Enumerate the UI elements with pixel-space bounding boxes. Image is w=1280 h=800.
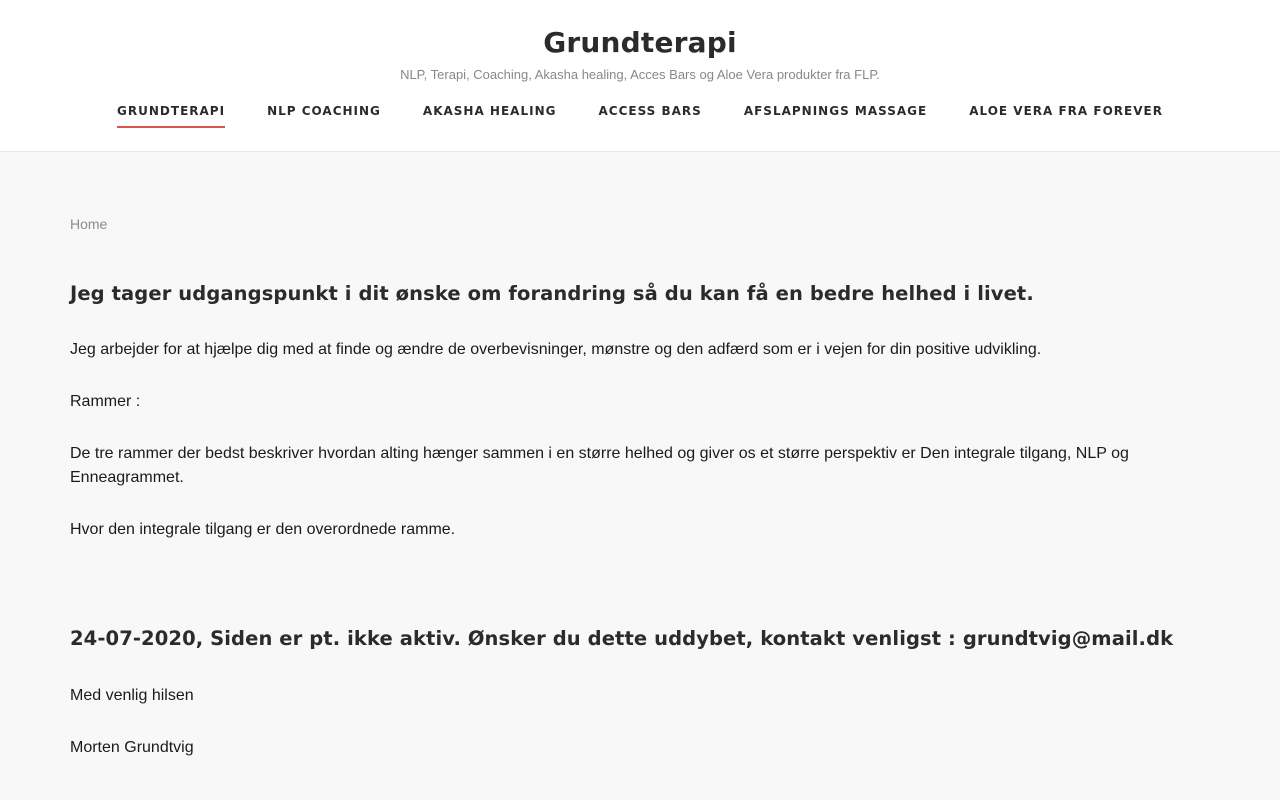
nav-item-nlp-coaching[interactable]: NLP COACHING <box>267 104 381 118</box>
site-tagline: NLP, Terapi, Coaching, Akasha healing, Acces Bars og Aloe Vera produkter fra FLP. <box>400 67 880 82</box>
nav-item-access-bars[interactable]: ACCESS BARS <box>598 104 702 118</box>
nav-item-aloe-vera-fra-forever[interactable]: ALOE VERA FRA FOREVER <box>969 104 1163 118</box>
intro-paragraph: Jeg arbejder for at hjælpe dig med at finde og ændre de overbevisninger, mønstre og den adfærd som er i vejen for din positive udvikling. <box>70 341 1042 358</box>
rammer-label: Rammer : <box>70 393 141 410</box>
site-header <box>0 0 1280 152</box>
nav-item-akasha-healing[interactable]: AKASHA HEALING <box>422 104 557 118</box>
main-navigation <box>0 102 1280 128</box>
status-notice-heading: 24-07-2020, Siden er pt. ikke aktiv. Ønsker du dette uddybet, kontakt venligst : grundtvig@mail.dk <box>70 627 1174 650</box>
rammer-description: De tre rammer der bedst beskriver hvordan alting hænger sammen i en større helhed og giver os et større perspektiv er Den integrale tilgang, NLP og Enneagrammet. <box>70 445 1129 486</box>
signature-name: Morten Grundtvig <box>70 739 194 756</box>
nav-item-grundterapi[interactable]: GRUNDTERAPI <box>117 102 225 128</box>
closing-greeting: Med venlig hilsen <box>70 687 194 704</box>
site-title-link[interactable]: Grundterapi <box>543 26 737 59</box>
nav-item-afslapnings-massage[interactable]: AFSLAPNINGS MASSAGE <box>743 104 928 118</box>
breadcrumb <box>70 215 1210 233</box>
main-content <box>0 215 1280 760</box>
intro-heading: Jeg tager udgangspunkt i dit ønske om forandring så du kan få en bedre helhed i livet. <box>70 282 1034 305</box>
breadcrumb-home-link[interactable]: Home <box>70 216 108 232</box>
integral-note: Hvor den integrale tilgang er den overordnede ramme. <box>70 521 456 538</box>
